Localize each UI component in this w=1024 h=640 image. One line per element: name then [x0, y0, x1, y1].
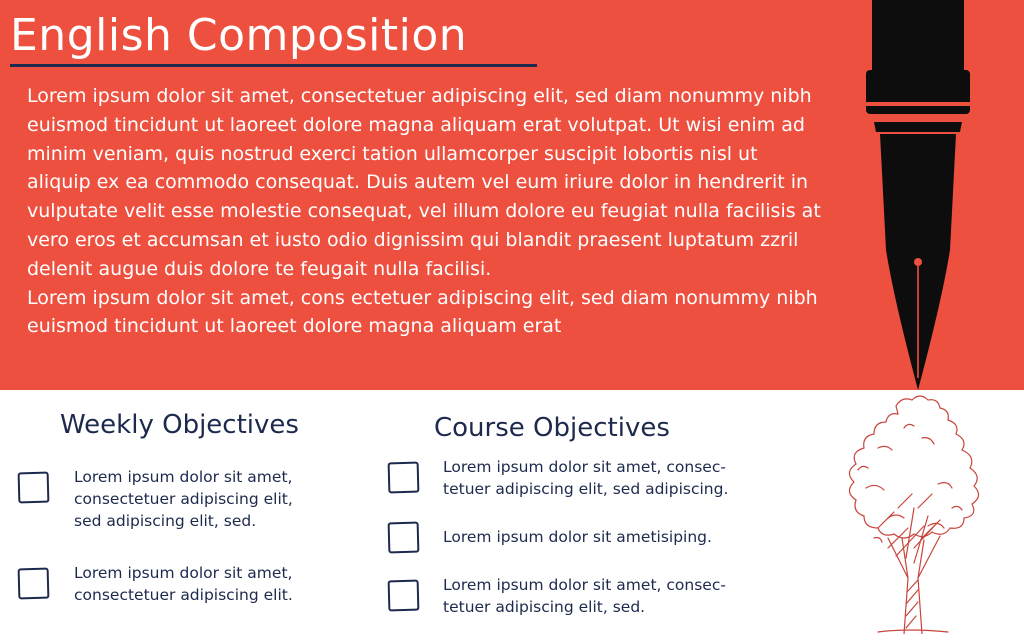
checkbox-icon[interactable] — [388, 522, 420, 554]
weekly-objective-1 — [18, 466, 348, 536]
course-objective-1-text: Lorem ipsum dolor sit amet, consec- tetuer adipiscing elit, sed adipiscing. — [443, 458, 729, 498]
tree-illustration — [818, 388, 1008, 634]
course-objective-2-text: Lorem ipsum dolor sit ametisiping. — [443, 528, 712, 546]
course-objective-3-text: Lorem ipsum dolor sit amet, consec- tetuer adipiscing elit, sed. — [443, 576, 726, 616]
course-objectives-heading: Course Objectives — [434, 413, 670, 443]
weekly-objective-1-text: Lorem ipsum dolor sit amet, consectetuer adipiscing elit, sed adipiscing elit, sed. — [74, 468, 293, 530]
checkbox-icon[interactable] — [18, 472, 50, 504]
course-objective-3 — [388, 574, 798, 624]
course-objective-2 — [388, 520, 798, 556]
checkbox-icon[interactable] — [388, 580, 420, 612]
fountain-pen-icon — [862, 0, 972, 395]
title-underline — [10, 64, 537, 67]
weekly-objectives-heading: Weekly Objectives — [60, 410, 299, 440]
course-objective-1 — [388, 456, 798, 506]
intro-paragraph-1: Lorem ipsum dolor sit amet, consectetuer adipiscing elit, sed diam nonummy nibh euismod tincidunt ut laoreet dolore magna aliquam erat volutpat. Ut wisi enim ad minim veniam, quis nostrud exerci tation ullamcorper suscipit lobortis nisl ut aliquip ex ea commodo consequat. Duis autem vel eum iriure dolor in hendrerit in vulputate velit esse molestie consequat, vel illum dolore eu feugiat nulla facilisis at vero eros et accumsan et iusto odio dignissim qui blandit praesent luptatum zzril delenit augue duis dolore te feugait nulla facilisi. — [27, 85, 821, 280]
checkbox-icon[interactable] — [388, 462, 420, 494]
page-title: English Composition — [10, 10, 468, 61]
intro-text — [27, 82, 827, 341]
intro-paragraph-2: Lorem ipsum dolor sit amet, cons ectetuer adipiscing elit, sed diam nonummy nibh euismod tincidunt ut laoreet dolore magna aliquam erat — [27, 286, 818, 338]
weekly-objective-2 — [18, 562, 348, 612]
weekly-objective-2-text: Lorem ipsum dolor sit amet, consectetuer adipiscing elit. — [74, 564, 293, 604]
checkbox-icon[interactable] — [18, 568, 50, 600]
